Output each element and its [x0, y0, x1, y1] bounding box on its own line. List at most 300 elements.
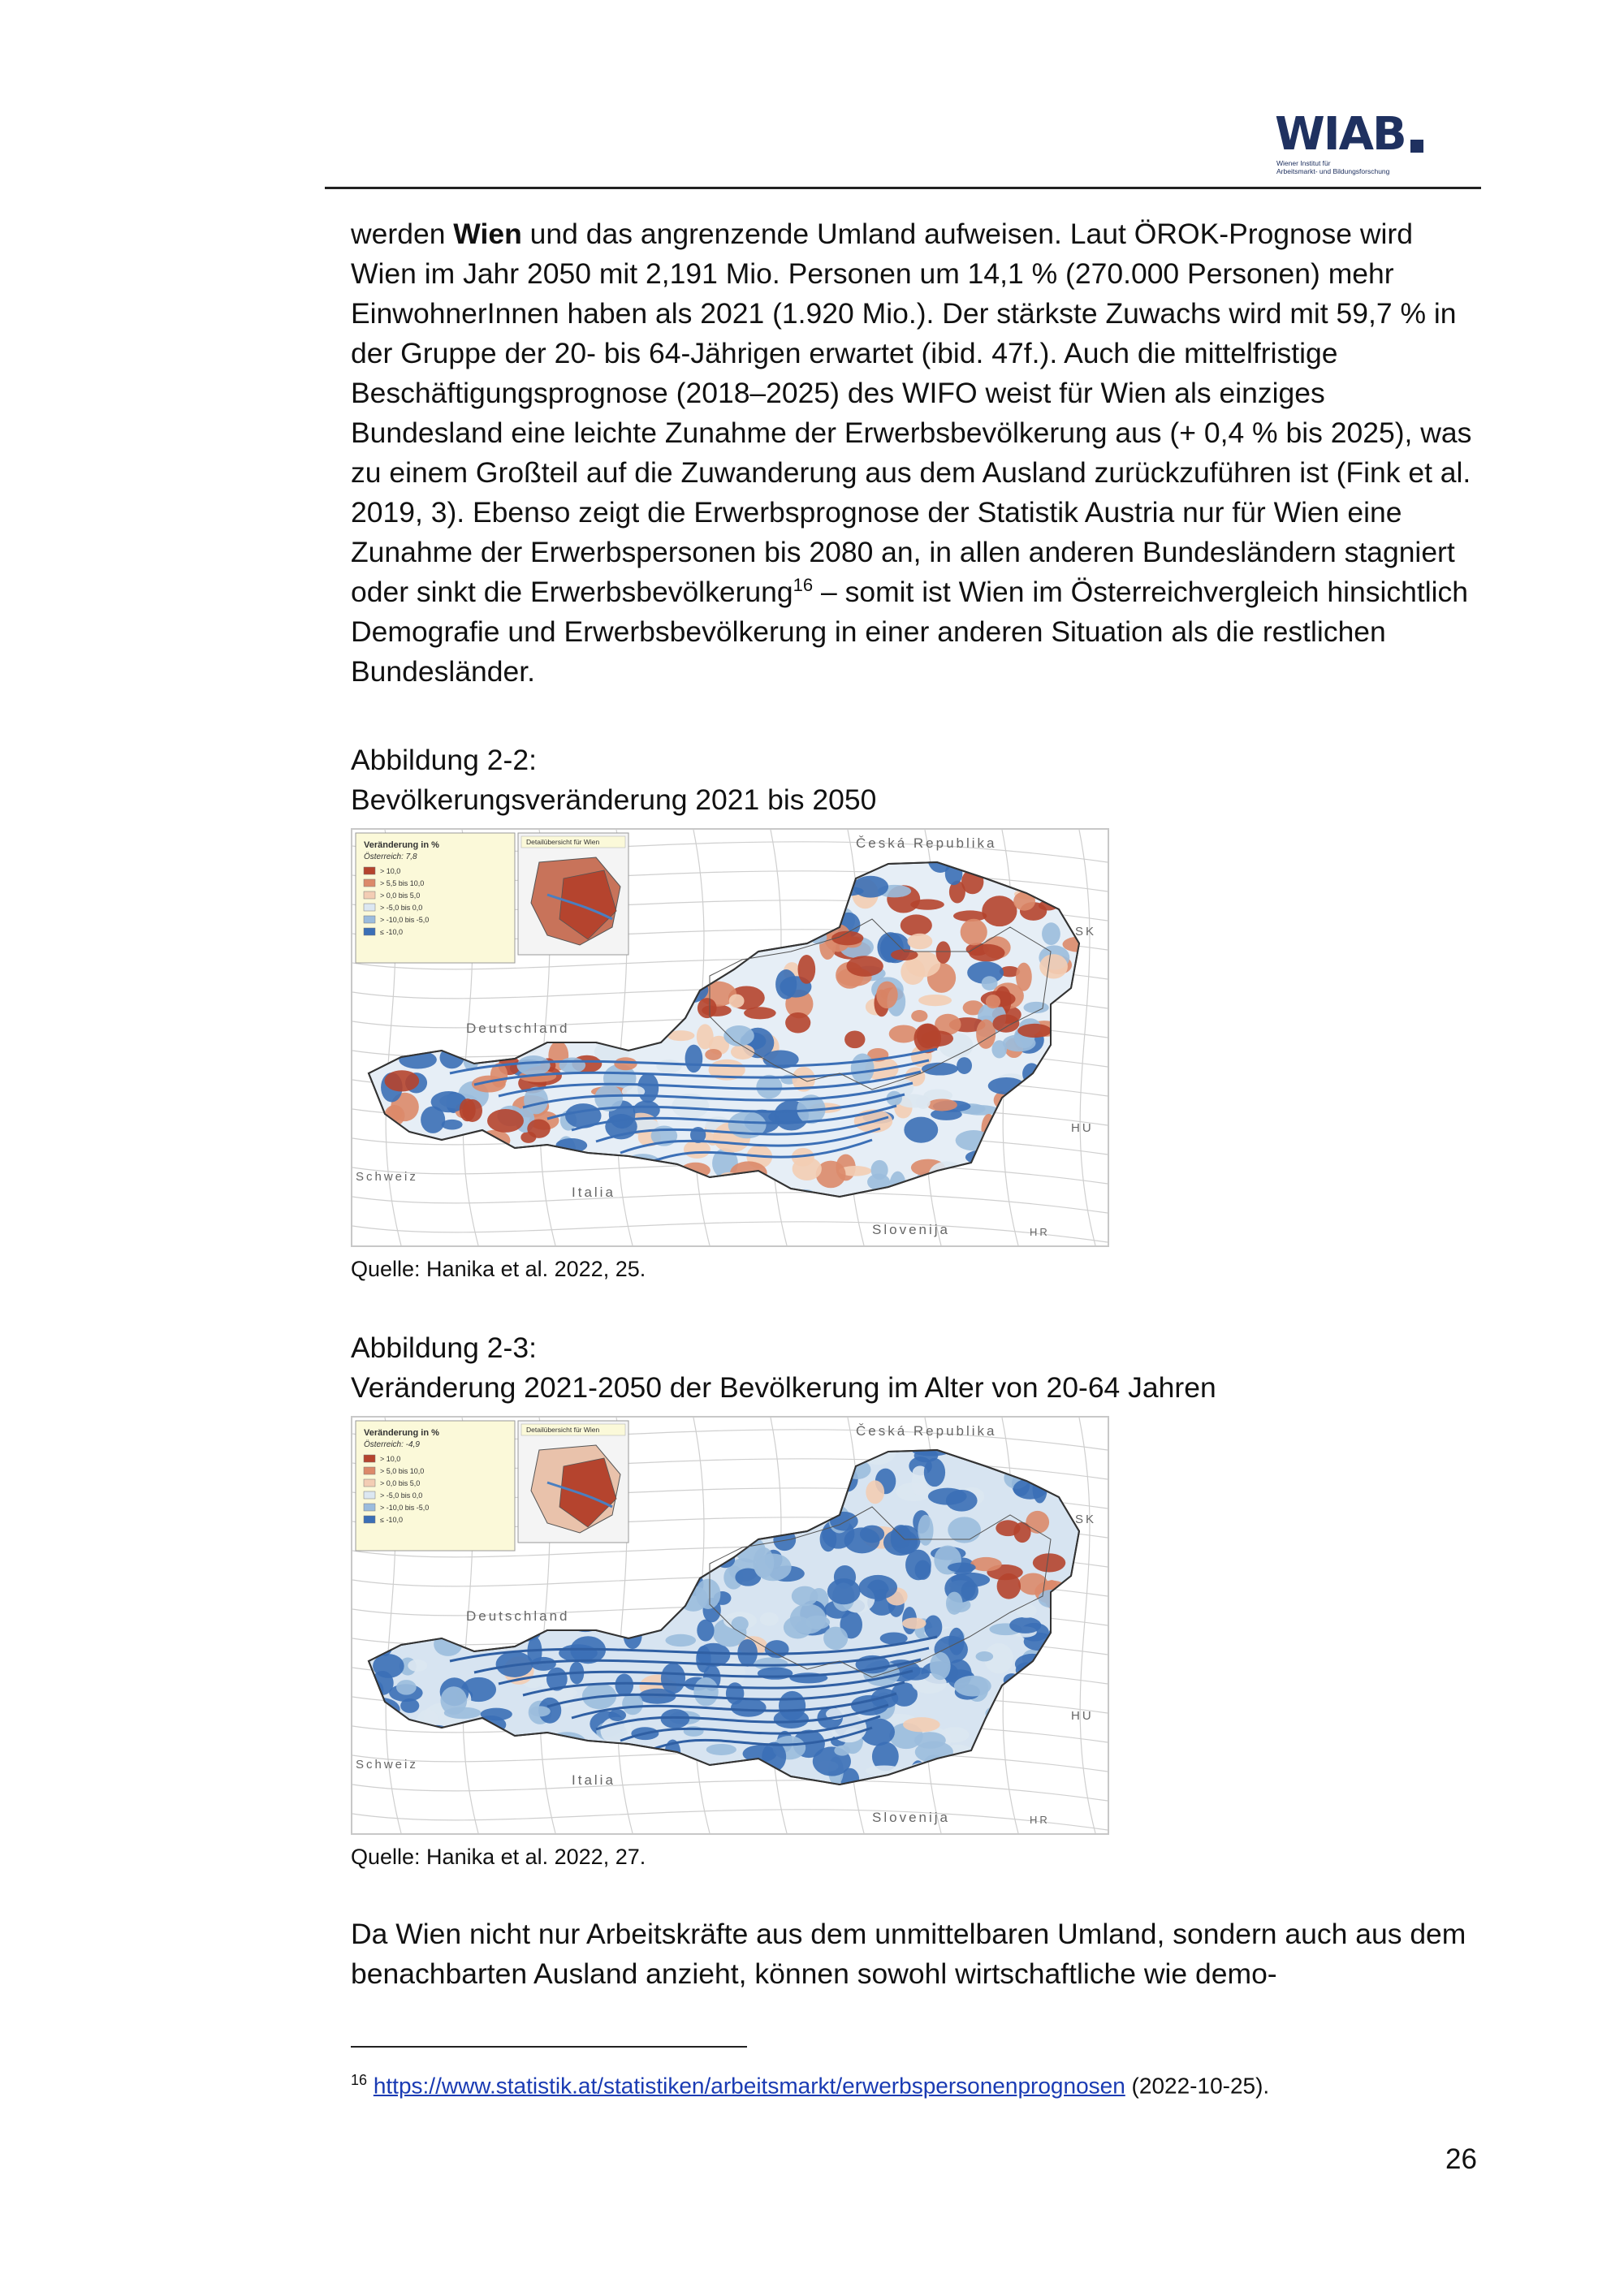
region-patch: [986, 995, 1000, 1008]
region-patch: [1017, 1024, 1052, 1038]
region-patch: [904, 1117, 938, 1143]
region-patch: [918, 1515, 933, 1546]
region-patch: [918, 995, 952, 1006]
region-patch: [1022, 859, 1060, 873]
region-patch: [961, 870, 983, 894]
region-patch: [603, 1574, 632, 1594]
region-patch: [487, 1109, 524, 1133]
region-patch: [930, 1652, 951, 1680]
legend-item-label: ≤ -10,0: [380, 928, 403, 936]
region-patch: [399, 1614, 433, 1632]
region-patch: [1041, 1681, 1069, 1692]
region-patch: [485, 1140, 503, 1150]
region-patch: [674, 1558, 689, 1574]
region-patch: [948, 1563, 976, 1573]
paragraph-text: Da Wien nicht nur Arbeitskräfte aus dem unmittelbaren Umland, sondern auch aus dem benachbarten Ausland anzieht, können sowohl wirtschaftliche wie demo-: [351, 1918, 1466, 1990]
legend-swatch: [364, 1516, 375, 1523]
region-patch: [773, 1529, 796, 1551]
region-patch: [936, 941, 951, 964]
figure-1-title: Bevölkerungsveränderung 2021 bis 2050: [351, 783, 877, 816]
header-rule: [325, 187, 1481, 189]
region-patch: [830, 1512, 858, 1531]
region-patch: [1069, 1072, 1099, 1085]
region-patch: [924, 1616, 942, 1639]
region-patch: [1021, 1091, 1048, 1102]
region-patch: [846, 956, 883, 977]
footnote: [351, 2065, 1269, 2100]
region-patch: [665, 1634, 696, 1646]
region-patch: [352, 1677, 379, 1707]
legend-swatch: [364, 916, 375, 923]
region-patch: [517, 1055, 551, 1076]
figure-2-map: [351, 1416, 1109, 1835]
region-patch: [823, 1627, 848, 1651]
region-patch: [682, 874, 702, 895]
region-patch: [1061, 840, 1091, 870]
legend-item-label: > -10,0 bis -5,0: [380, 1504, 430, 1512]
region-patch: [927, 1098, 957, 1111]
region-patch: [663, 1485, 690, 1503]
region-patch: [652, 884, 682, 903]
country-label-czech: Česká Republika: [856, 1423, 997, 1439]
region-patch: [559, 1058, 586, 1073]
region-patch: [584, 1160, 605, 1173]
region-patch: [787, 1445, 804, 1470]
region-patch: [869, 850, 887, 866]
region-patch: [602, 1609, 617, 1628]
region-patch: [1054, 1463, 1086, 1479]
region-patch: [1033, 1553, 1065, 1572]
region-patch: [726, 1682, 744, 1704]
region-patch: [853, 876, 888, 898]
region-patch: [723, 1025, 754, 1047]
region-patch: [716, 872, 745, 891]
region-patch: [1030, 1106, 1057, 1124]
region-patch: [654, 946, 680, 974]
region-patch: [440, 1686, 467, 1715]
region-patch: [478, 1130, 510, 1151]
region-patch: [902, 1617, 926, 1629]
region-patch: [1039, 954, 1068, 978]
region-patch: [693, 1677, 718, 1707]
region-patch: [684, 1543, 719, 1559]
region-patch: [829, 848, 848, 865]
region-patch: [1070, 1000, 1099, 1020]
region-patch: [961, 1762, 983, 1773]
region-patch: [1046, 874, 1082, 905]
region-patch: [425, 987, 450, 998]
region-patch: [371, 1717, 407, 1735]
region-patch: [976, 1651, 994, 1661]
logo-wordmark: [1275, 108, 1437, 161]
legend-item-label: > 0,0 bis 5,0: [380, 1479, 421, 1487]
region-patch: [804, 1485, 840, 1513]
region-patch: [540, 1770, 559, 1785]
region-patch: [533, 986, 555, 996]
region-patch: [758, 1667, 793, 1679]
legend-item-label: > -5,0 bis 0,0: [380, 1491, 423, 1500]
region-patch: [463, 1570, 500, 1596]
region-patch: [982, 976, 998, 990]
legend-swatch: [364, 904, 375, 911]
road-line: [352, 1193, 1108, 1213]
region-patch: [866, 1480, 884, 1504]
road-line: [352, 1810, 1108, 1830]
region-patch: [399, 1051, 437, 1068]
region-patch: [1012, 1688, 1038, 1714]
region-patch: [366, 1631, 395, 1643]
region-patch: [472, 1728, 499, 1739]
legend-swatch: [364, 1467, 375, 1474]
region-patch: [1016, 963, 1032, 991]
legend-title: Veränderung in %: [364, 840, 439, 850]
region-patch: [997, 1573, 1021, 1599]
region-patch: [460, 1098, 476, 1121]
region-patch: [799, 1457, 829, 1482]
region-patch: [629, 1485, 657, 1496]
region-patch: [352, 1565, 384, 1584]
region-patch: [792, 1586, 818, 1607]
region-patch: [992, 1014, 1019, 1032]
region-patch: [513, 1573, 537, 1584]
legend-swatch: [364, 1504, 375, 1511]
region-patch: [525, 1579, 545, 1592]
region-patch: [656, 1060, 681, 1072]
region-patch: [458, 1758, 489, 1776]
region-patch: [860, 1435, 896, 1465]
region-patch: [976, 1763, 1004, 1789]
region-patch: [954, 1676, 991, 1697]
region-patch: [473, 1137, 504, 1164]
region-patch: [586, 1161, 611, 1174]
region-patch: [353, 1105, 378, 1120]
road-line: [352, 1222, 1108, 1242]
region-patch: [982, 896, 1017, 926]
region-patch: [923, 1183, 949, 1202]
legend-swatch: [364, 928, 375, 935]
region-patch: [860, 1526, 884, 1543]
region-patch: [1016, 1604, 1037, 1618]
country-label-germany: Deutschland: [466, 1608, 570, 1624]
region-patch: [404, 1732, 440, 1748]
region-patch: [961, 919, 987, 946]
region-patch: [673, 1482, 691, 1496]
region-patch: [866, 1766, 903, 1776]
figure-1-source: Quelle: Hanika et al. 2022, 25.: [351, 1257, 646, 1281]
logo-subtitle-line-1: Wiener Institut für: [1276, 159, 1331, 167]
region-patch: [760, 1612, 779, 1626]
region-patch: [442, 995, 480, 1012]
region-patch: [910, 900, 944, 910]
region-patch: [1009, 1617, 1041, 1634]
logo-subtitle: [1276, 159, 1437, 175]
legend-item-label: > 10,0: [380, 1455, 401, 1463]
region-patch: [600, 973, 623, 1003]
legend-swatch: [364, 891, 375, 899]
region-patch: [739, 1475, 771, 1487]
legend-item-label: > 10,0: [380, 867, 401, 875]
region-patch: [808, 1503, 823, 1521]
figure-1-label: Abbildung 2-2:: [351, 744, 537, 776]
region-patch: [681, 1563, 698, 1586]
legend-swatch: [364, 1479, 375, 1487]
figure-2-title: Veränderung 2021-2050 der Bevölkerung im Alter von 20-64 Jahren: [351, 1371, 1216, 1404]
region-patch: [1051, 1622, 1066, 1642]
region-patch: [911, 1010, 927, 1022]
region-patch: [932, 1171, 961, 1192]
region-patch: [731, 1044, 754, 1060]
region-patch: [362, 1096, 379, 1121]
legend-item-label: > 5,0 bis 10,0: [380, 1467, 425, 1475]
region-patch: [1039, 1680, 1062, 1691]
country-label-italy: Italia: [572, 1772, 615, 1788]
inset-title: Detailübersicht für Wien: [526, 1426, 600, 1434]
region-patch: [646, 905, 666, 917]
region-patch: [685, 1045, 703, 1073]
region-patch: [469, 1737, 499, 1753]
region-patch: [999, 1690, 1030, 1720]
legend-item-label: > 5,5 bis 10,0: [380, 879, 425, 887]
region-patch: [585, 974, 600, 1003]
region-patch: [734, 1179, 751, 1192]
region-patch: [956, 1130, 992, 1150]
region-patch: [661, 1663, 685, 1694]
region-patch: [502, 1548, 531, 1578]
region-patch: [806, 1441, 835, 1455]
country-label-italy: Italia: [572, 1185, 615, 1200]
country-label-hungary: HU: [1071, 1121, 1094, 1135]
figure-1-map: [351, 828, 1109, 1247]
region-patch: [794, 889, 820, 900]
country-label-switzerland: Schweiz: [356, 1170, 418, 1184]
region-patch: [605, 1598, 636, 1608]
country-label-hungary: HU: [1071, 1709, 1094, 1723]
region-patch: [628, 880, 649, 890]
region-patch: [668, 1772, 683, 1791]
region-patch: [620, 1027, 646, 1042]
region-patch: [1077, 1664, 1104, 1676]
country-label-slovakia: SK: [1075, 925, 1097, 939]
region-patch: [662, 1578, 677, 1598]
region-patch: [619, 1762, 657, 1775]
region-patch: [602, 1597, 638, 1613]
region-patch: [673, 1169, 698, 1190]
region-patch: [844, 1030, 865, 1048]
legend-item-label: ≤ -10,0: [380, 1516, 403, 1524]
region-patch: [1013, 1522, 1030, 1543]
region-patch: [774, 1710, 809, 1728]
region-patch: [636, 921, 654, 943]
region-patch: [615, 1674, 633, 1697]
paragraph-text: – somit ist Wien im Österreichvergleich hinsichtlich Demografie und Erwerbsbevölkerung in einer anderen Situation als die restlichen Bundesländer.: [351, 576, 1468, 688]
region-patch: [408, 983, 436, 1010]
region-patch: [836, 859, 860, 874]
legend-title: Veränderung in %: [364, 1428, 439, 1438]
region-patch: [358, 1031, 393, 1044]
region-patch: [834, 1746, 850, 1756]
region-patch: [1009, 1731, 1024, 1762]
region-patch: [798, 955, 816, 984]
region-patch: [726, 1500, 759, 1526]
legend-swatch: [364, 879, 375, 887]
region-patch: [352, 1011, 377, 1025]
country-label-slovakia: SK: [1075, 1513, 1097, 1526]
region-patch: [772, 1452, 788, 1468]
region-patch: [529, 1706, 550, 1716]
region-patch: [914, 1172, 939, 1197]
region-patch: [622, 1693, 643, 1715]
region-patch: [455, 1139, 484, 1169]
region-patch: [668, 868, 697, 891]
region-patch: [785, 1012, 810, 1034]
region-patch: [400, 1698, 419, 1713]
legend-swatch: [364, 1491, 375, 1499]
region-patch: [715, 1181, 749, 1208]
region-patch: [989, 1740, 1026, 1755]
region-patch: [957, 1057, 972, 1074]
region-patch: [454, 1739, 477, 1753]
page-number: 26: [1445, 2143, 1477, 2175]
region-patch: [725, 1513, 758, 1533]
region-patch: [697, 1024, 714, 1049]
footnote-number: 16: [351, 2072, 368, 2088]
region-patch: [970, 1557, 1002, 1571]
region-patch: [550, 1172, 568, 1191]
region-patch: [991, 1040, 1007, 1058]
region-patch: [696, 1579, 721, 1609]
region-patch: [946, 1490, 978, 1512]
region-patch: [555, 1138, 587, 1153]
region-patch: [688, 885, 722, 909]
country-label-switzerland: Schweiz: [356, 1758, 418, 1772]
country-label-germany: Deutschland: [466, 1021, 570, 1036]
region-patch: [889, 1025, 918, 1042]
legend-subtitle: Österreich: 7,8: [364, 852, 417, 861]
region-patch: [1039, 900, 1058, 910]
region-patch: [983, 1771, 1017, 1784]
region-patch: [385, 1012, 417, 1031]
region-patch: [660, 1485, 693, 1508]
region-patch: [551, 997, 572, 1016]
region-patch: [754, 1547, 775, 1578]
figure-2-label: Abbildung 2-3:: [351, 1331, 537, 1364]
region-patch: [946, 1592, 963, 1615]
country-label-croatia: HR: [1030, 1814, 1050, 1826]
footnote-link[interactable]: https://www.statistik.at/statistiken/arbeitsmarkt/erwerbspersonenprognosen: [373, 2073, 1125, 2099]
region-patch: [625, 925, 663, 955]
region-patch: [396, 1680, 417, 1695]
region-patch: [431, 1010, 458, 1033]
region-patch: [642, 908, 659, 932]
region-patch: [814, 904, 835, 933]
region-patch: [1075, 1556, 1101, 1569]
region-patch: [548, 962, 581, 982]
region-patch: [428, 1180, 447, 1189]
region-patch: [1061, 1733, 1090, 1750]
region-patch: [418, 1564, 449, 1577]
figure-1-caption: [351, 740, 876, 820]
region-patch: [905, 1550, 931, 1581]
region-patch: [683, 848, 705, 864]
region-patch: [1027, 1686, 1060, 1714]
region-patch: [659, 1452, 679, 1474]
region-patch: [844, 1460, 870, 1479]
region-patch: [387, 1106, 403, 1122]
region-patch: [418, 1003, 435, 1019]
country-label-slovenia: Slovenija: [872, 1222, 950, 1237]
region-patch: [935, 1758, 961, 1771]
region-patch: [353, 971, 378, 982]
paragraph-bold-text: Wien: [453, 218, 522, 250]
region-patch: [903, 1717, 940, 1732]
region-patch: [969, 944, 1004, 962]
region-patch: [646, 1536, 672, 1554]
region-patch: [871, 1160, 888, 1180]
region-patch: [572, 1009, 589, 1033]
region-patch: [754, 855, 778, 870]
map-legend: [356, 833, 515, 963]
region-patch: [706, 1744, 736, 1755]
region-patch: [909, 1763, 938, 1776]
map-2-svg: [352, 1418, 1108, 1833]
region-patch: [433, 1004, 447, 1030]
legend-item-label: > -5,0 bis 0,0: [380, 904, 423, 912]
region-patch: [370, 977, 388, 1006]
region-patch: [659, 1501, 683, 1524]
region-patch: [1013, 891, 1035, 911]
legend-swatch: [364, 1455, 375, 1462]
region-patch: [634, 961, 659, 985]
region-patch: [924, 1458, 945, 1487]
region-patch: [697, 1620, 714, 1642]
region-patch: [672, 1172, 688, 1202]
figure-2-caption: [351, 1328, 1216, 1408]
region-patch: [727, 854, 746, 878]
footnote-rule: [351, 2046, 747, 2048]
region-patch: [1071, 986, 1099, 1013]
road-line: [352, 1780, 1108, 1801]
region-patch: [914, 1732, 946, 1749]
region-patch: [907, 934, 932, 949]
region-patch: [520, 975, 558, 1002]
region-patch: [614, 1057, 637, 1070]
region-patch: [859, 1575, 897, 1599]
paragraph-text: und das angrenzende Umland aufweisen. Laut ÖROK-Prognose wird Wien im Jahr 2050 mit 2,191 Mio. Personen um 14,1 % (270.000 Personen) mehr EinwohnerInnen haben als 2021 (1.920 Mio.). Der stärkste Zuwachs wird mit 59,7 % in der Gruppe der 20- bis 64-Jährigen erwartet (ibid. 47f.). Auch die mittelfristige Beschäftigungsprognose (2018–2025) des WIFO weist für Wien als einziges Bundesland eine leichte Zunahme der Erwerbsbevölkerung aus (+ 0,4 % bis 2025), was zu einem Großteil auf die Zuwanderung aus dem Ausland zurückzuführen ist (Fink et al. 2019, 3). Ebenso zeigt die Erwerbsprognose der Statistik Austria nur für Wien eine Zunahme der Erwerbspersonen bis 2080 an, in allen anderen Bundesländern stagniert oder sinkt die Erwerbsbevölkerung: [351, 218, 1472, 608]
region-patch: [1010, 1120, 1036, 1133]
region-patch: [527, 1120, 551, 1138]
region-patch: [360, 1633, 381, 1658]
logo-subtitle-line-2: Arbeitsmarkt- und Bildungsforschung: [1276, 167, 1390, 175]
region-patch: [378, 1626, 394, 1656]
footnote-reference[interactable]: 16: [793, 575, 814, 596]
region-patch: [468, 1746, 491, 1761]
footnote-date: (2022-10-25).: [1125, 2073, 1270, 2099]
region-patch: [370, 1032, 400, 1055]
region-patch: [914, 1024, 942, 1054]
legend-subtitle: Österreich: -4,9: [364, 1440, 420, 1449]
region-patch: [653, 972, 668, 1000]
region-patch: [428, 999, 444, 1017]
region-patch: [1040, 1719, 1063, 1748]
region-patch: [696, 846, 731, 868]
region-patch: [1021, 1722, 1044, 1734]
region-patch: [599, 966, 637, 981]
region-patch: [424, 1554, 453, 1582]
country-label-slovenia: Slovenija: [872, 1810, 950, 1825]
region-patch: [819, 1482, 834, 1498]
region-patch: [1042, 922, 1060, 945]
region-patch: [876, 982, 898, 1009]
